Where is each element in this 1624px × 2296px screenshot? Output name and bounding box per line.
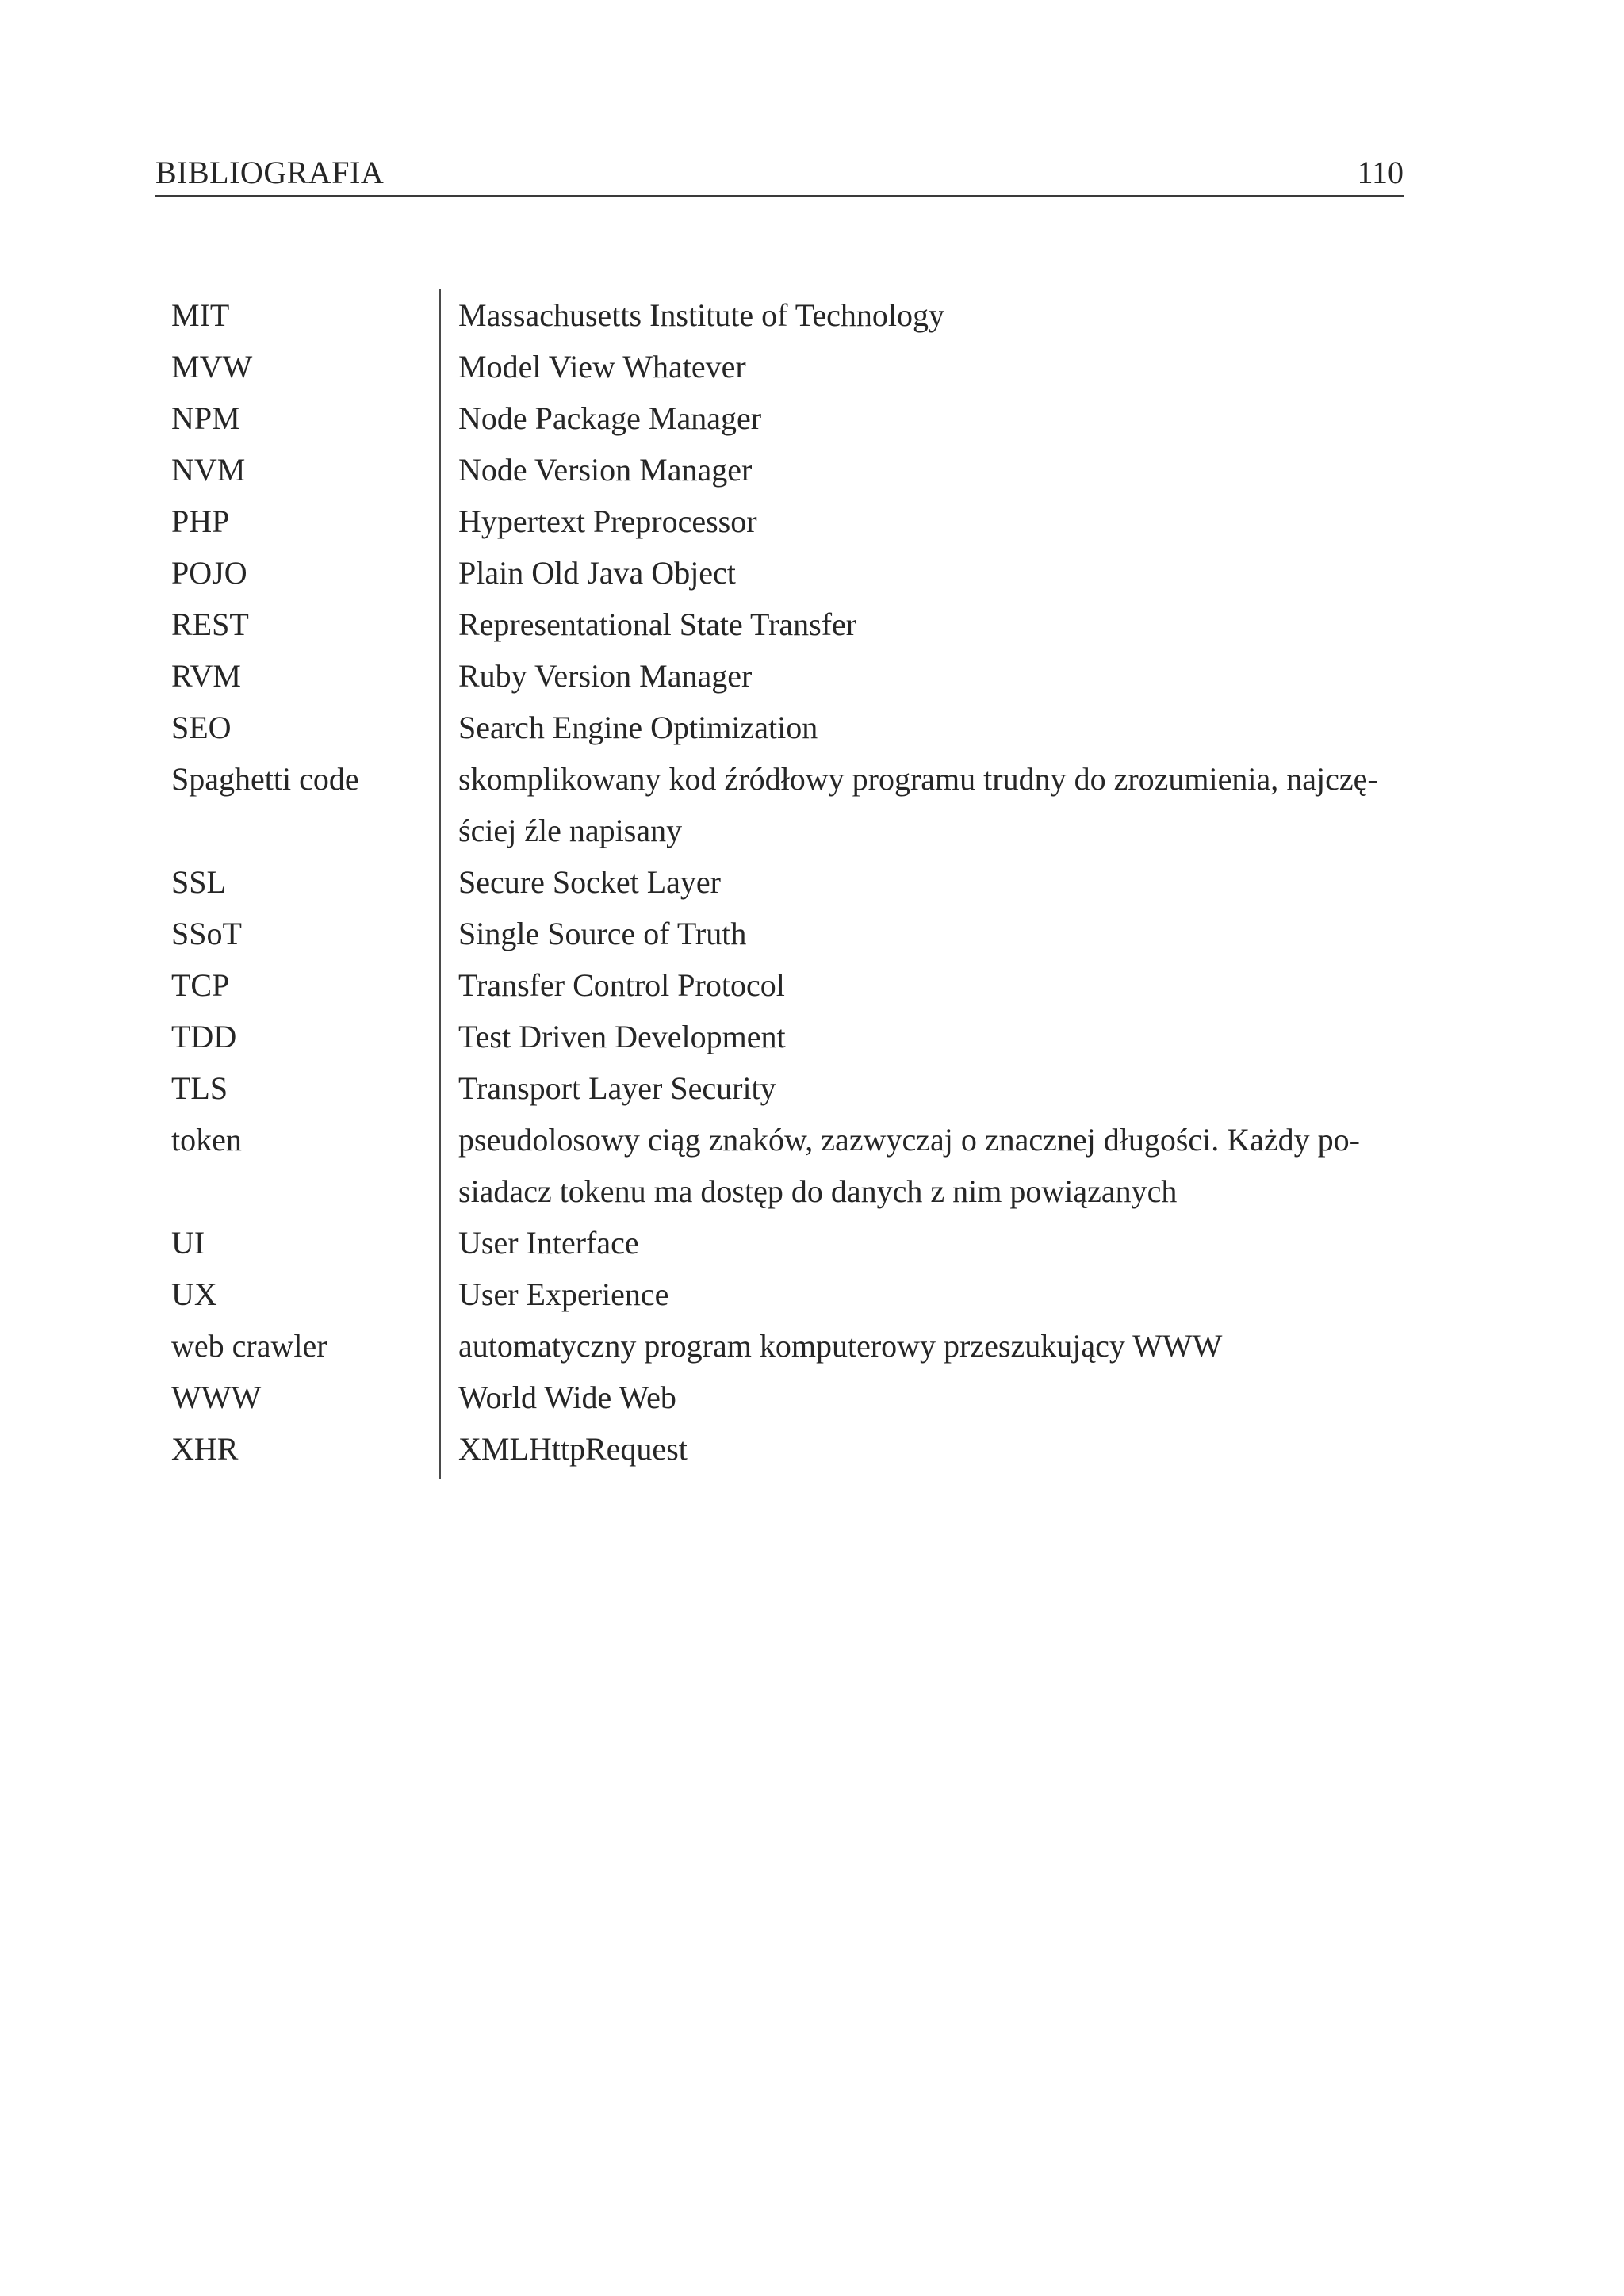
glossary-term: NVM bbox=[171, 452, 246, 488]
glossary-entry bbox=[155, 959, 1464, 1011]
glossary-definition bbox=[458, 1062, 1464, 1114]
glossary-term: MIT bbox=[171, 297, 230, 333]
glossary-definition bbox=[458, 1423, 1464, 1475]
definition-line: Representational State Transfer bbox=[458, 607, 857, 642]
glossary-term: TDD bbox=[171, 1019, 237, 1054]
glossary-definition bbox=[458, 959, 1464, 1011]
glossary-definition bbox=[458, 753, 1464, 856]
column-divider bbox=[439, 289, 441, 1479]
glossary-entry bbox=[155, 289, 1464, 341]
glossary-table bbox=[155, 289, 1464, 1475]
glossary-entry bbox=[155, 856, 1464, 908]
glossary-entry bbox=[155, 1269, 1464, 1320]
definition-line: Massachusetts Institute of Technology bbox=[458, 297, 945, 333]
definition-line: automatyczny program komputerowy przeszukujący WWW bbox=[458, 1328, 1223, 1364]
definition-line: XMLHttpRequest bbox=[458, 1431, 688, 1467]
definition-line: Transfer Control Protocol bbox=[458, 967, 785, 1003]
definition-line: User Experience bbox=[458, 1276, 669, 1312]
definition-line: Node Package Manager bbox=[458, 400, 762, 436]
definition-line: User Interface bbox=[458, 1225, 639, 1261]
glossary-term: XHR bbox=[171, 1431, 239, 1467]
glossary-entry bbox=[155, 599, 1464, 650]
glossary-entry bbox=[155, 702, 1464, 753]
glossary-definition bbox=[458, 599, 1464, 650]
glossary-entry bbox=[155, 1423, 1464, 1475]
glossary-definition bbox=[458, 1269, 1464, 1320]
glossary-definition bbox=[458, 341, 1464, 392]
definition-line: skomplikowany kod źródłowy programu trudny do zrozumienia, najczę- bbox=[458, 761, 1378, 797]
glossary-entry bbox=[155, 1011, 1464, 1062]
glossary-entry bbox=[155, 547, 1464, 599]
glossary-entry bbox=[155, 341, 1464, 392]
definition-line: pseudolosowy ciąg znaków, zazwyczaj o znacznej długości. Każdy po- bbox=[458, 1122, 1360, 1158]
glossary-entry bbox=[155, 1372, 1464, 1423]
glossary-term: web crawler bbox=[171, 1328, 327, 1364]
glossary-term: PHP bbox=[171, 503, 230, 539]
glossary-definition bbox=[458, 1114, 1464, 1217]
glossary-entry bbox=[155, 496, 1464, 547]
glossary-entry bbox=[155, 1114, 1464, 1217]
definition-line: Ruby Version Manager bbox=[458, 658, 753, 694]
glossary-definition bbox=[458, 908, 1464, 959]
definition-line: Single Source of Truth bbox=[458, 916, 747, 951]
glossary-definition bbox=[458, 702, 1464, 753]
glossary-term: Spaghetti code bbox=[171, 761, 359, 797]
glossary-term: NPM bbox=[171, 400, 240, 436]
definition-line: Search Engine Optimization bbox=[458, 710, 818, 745]
definition-line: Secure Socket Layer bbox=[458, 864, 721, 900]
glossary-term: MVW bbox=[171, 349, 253, 385]
glossary-entry bbox=[155, 392, 1464, 444]
glossary-definition bbox=[458, 650, 1464, 702]
glossary-definition bbox=[458, 547, 1464, 599]
glossary-term: SSL bbox=[171, 864, 226, 900]
definition-line: Node Version Manager bbox=[458, 452, 753, 488]
glossary-definition bbox=[458, 1320, 1464, 1372]
glossary-term: SEO bbox=[171, 710, 232, 745]
running-header bbox=[155, 151, 1404, 197]
glossary-definition bbox=[458, 1372, 1464, 1423]
glossary-term: token bbox=[171, 1122, 242, 1158]
page-number: 110 bbox=[1357, 155, 1404, 190]
glossary-definition bbox=[458, 289, 1464, 341]
glossary-definition bbox=[458, 1011, 1464, 1062]
glossary-entry bbox=[155, 1062, 1464, 1114]
glossary-term: UI bbox=[171, 1225, 205, 1261]
glossary-entry bbox=[155, 650, 1464, 702]
glossary-term: TCP bbox=[171, 967, 230, 1003]
glossary-term: TLS bbox=[171, 1070, 228, 1106]
glossary-definition bbox=[458, 444, 1464, 496]
definition-line: ściej źle napisany bbox=[458, 813, 683, 848]
glossary-term: UX bbox=[171, 1276, 217, 1312]
definition-line: Hypertext Preprocessor bbox=[458, 503, 757, 539]
glossary-definition bbox=[458, 392, 1464, 444]
glossary-term: POJO bbox=[171, 555, 247, 591]
glossary-term: RVM bbox=[171, 658, 241, 694]
definition-line: Plain Old Java Object bbox=[458, 555, 736, 591]
definition-line: siadacz tokenu ma dostęp do danych z nim powiązanych bbox=[458, 1173, 1178, 1209]
glossary-entry bbox=[155, 908, 1464, 959]
glossary-term: WWW bbox=[171, 1380, 262, 1415]
glossary-definition bbox=[458, 1217, 1464, 1269]
section-title: BIBLIOGRAFIA bbox=[155, 155, 385, 190]
definition-line: Transport Layer Security bbox=[458, 1070, 776, 1106]
definition-line: World Wide Web bbox=[458, 1380, 676, 1415]
definition-line: Model View Whatever bbox=[458, 349, 746, 385]
definition-line: Test Driven Development bbox=[458, 1019, 786, 1054]
glossary-term: SSoT bbox=[171, 916, 242, 951]
glossary-entry bbox=[155, 1320, 1464, 1372]
glossary-entry bbox=[155, 753, 1464, 856]
glossary-definition bbox=[458, 496, 1464, 547]
glossary-entry bbox=[155, 444, 1464, 496]
glossary-term: REST bbox=[171, 607, 249, 642]
glossary-definition bbox=[458, 856, 1464, 908]
glossary-entry bbox=[155, 1217, 1464, 1269]
